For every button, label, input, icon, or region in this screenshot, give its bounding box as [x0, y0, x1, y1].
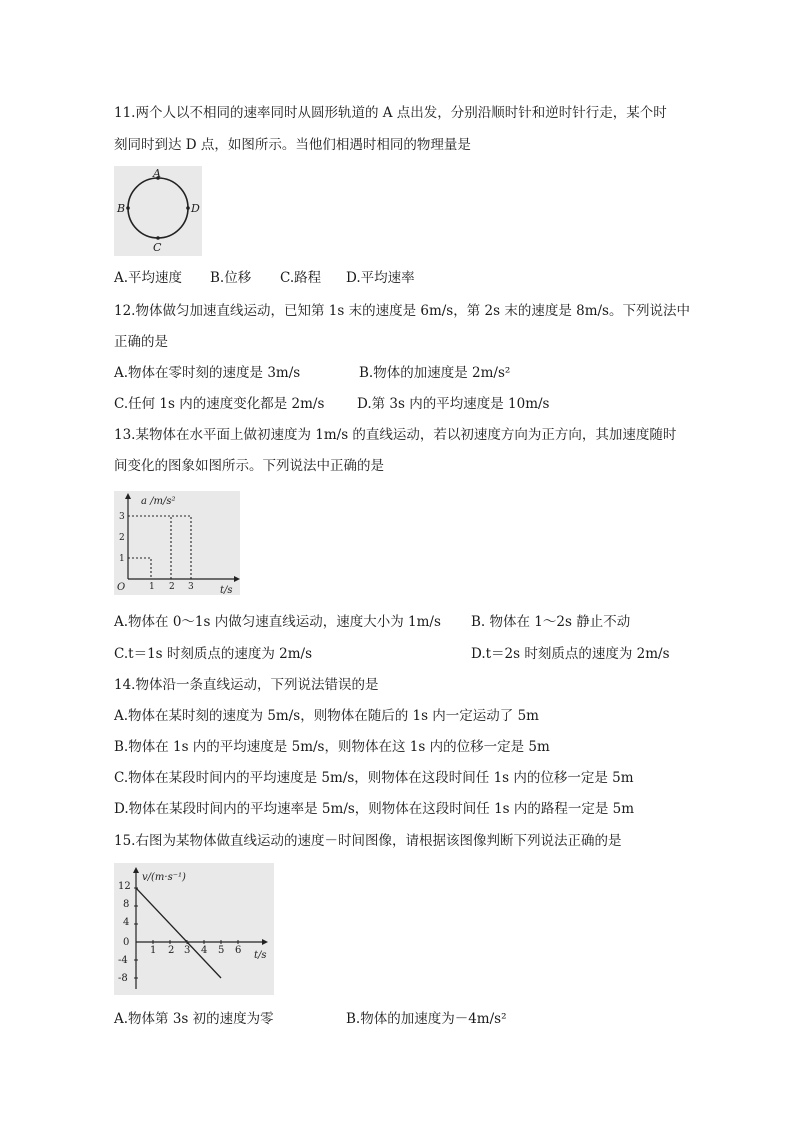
y-tick-8: 8 — [123, 899, 130, 910]
point-b-label: B — [117, 202, 126, 215]
y-tick-1: 1 — [119, 554, 125, 564]
q15-velocity-time-graph — [114, 863, 274, 995]
q14-option-d: D.物体在某段时间内的平均速率是 5m/s，则物体在这段时间任 1s 内的路程一定是 5m — [114, 801, 635, 817]
point-d-label: D — [191, 202, 200, 215]
circular-track — [128, 178, 188, 238]
y-tick-0: 0 — [123, 937, 130, 948]
y-axis-arrow-icon — [133, 867, 139, 873]
q12-option-d: D.第 3s 内的平均速度是 10m/s — [357, 396, 550, 412]
x-tick-5: 5 — [218, 945, 225, 956]
x-tick-3: 3 — [188, 582, 194, 592]
x-tick-1: 1 — [150, 945, 157, 956]
x-tick-2: 2 — [169, 582, 175, 592]
q14-stem: 14.物体沿一条直线运动，下列说法错误的是 — [114, 677, 379, 693]
x-tick-6: 6 — [235, 945, 242, 956]
q12-option-c: C.任何 1s 内的速度变化都是 2m/s — [114, 396, 325, 412]
y-tick-neg4: -4 — [118, 955, 128, 966]
segment-2-3s — [171, 516, 191, 579]
q14-option-b: B.物体在 1s 内的平均速度是 5m/s，则物体在这 1s 内的位移一定是 5m — [114, 739, 550, 755]
q13-option-c: C.t＝1s 时刻质点的速度为 2m/s — [114, 646, 313, 662]
x-tick-4: 4 — [201, 945, 208, 956]
q13-acceleration-graph — [114, 491, 240, 595]
q11-stem-line1: 11.两个人以不相同的速率同时从圆形轨道的 A 点出发，分别沿顺时针和逆时针行走，某个时 — [114, 105, 667, 121]
q13-option-b: B. 物体在 1～2s 静止不动 — [471, 614, 631, 630]
x-tick-1: 1 — [149, 582, 155, 592]
q14-option-c: C.物体在某段时间内的平均速度是 5m/s，则物体在这段时间任 1s 内的位移一定是 5m — [114, 770, 634, 786]
x-tick-2: 2 — [168, 945, 175, 956]
q11-circle-figure — [114, 166, 202, 256]
y-axis-arrow-icon — [125, 493, 131, 499]
q12-stem-line2: 正确的是 — [114, 334, 168, 350]
q11-stem-line2: 刻同时到达 D 点，如图所示。当他们相遇时相同的物理量是 — [114, 137, 471, 153]
x-axis-arrow-icon — [262, 939, 268, 945]
q13-stem-line2: 间变化的图象如图所示。下列说法中正确的是 — [114, 458, 384, 474]
velocity-line — [136, 888, 221, 978]
q12-option-b: B.物体的加速度是 2m/s² — [359, 365, 511, 381]
q12-stem-line1: 12.物体做匀加速直线运动，已知第 1s 末的速度是 6m/s，第 2s 末的速度是 8m/s。下列说法中 — [114, 303, 690, 319]
y-tick-4: 4 — [123, 917, 130, 928]
y-tick-12: 12 — [118, 881, 131, 892]
y-tick-3: 3 — [119, 512, 125, 522]
x-tick-3: 3 — [184, 945, 191, 956]
q13-option-a: A.物体在 0～1s 内做匀速直线运动，速度大小为 1m/s — [114, 614, 441, 630]
q11-option-a: A.平均速度 — [114, 270, 183, 286]
x-axis-label: t/s — [254, 950, 267, 961]
q15-option-b: B.物体的加速度为－4m/s² — [346, 1011, 507, 1027]
y-tick-neg8: -8 — [118, 973, 128, 984]
x-axis-arrow-icon — [234, 576, 240, 582]
point-a-label: A — [153, 167, 161, 180]
x-axis-label: t/s — [220, 585, 233, 595]
q13-stem-line1: 13.某物体在水平面上做初速度为 1m/s 的直线运动，若以初速度方向为正方向，其加速度随时 — [114, 427, 677, 443]
q11-option-c: C.路程 — [280, 270, 322, 286]
origin-label: O — [117, 582, 126, 593]
q15-stem: 15.右图为某物体做直线运动的速度－时间图像，请根据该图像判断下列说法正确的是 — [114, 833, 622, 849]
q11-option-d: D.平均速率 — [346, 270, 415, 286]
y-tick-2: 2 — [119, 533, 125, 543]
q14-option-a: A.物体在某时刻的速度为 5m/s，则物体在随后的 1s 内一定运动了 5m — [114, 708, 539, 724]
point-c-label: C — [153, 241, 162, 254]
y-axis-label: a /m/s² — [141, 496, 176, 507]
segment-0-1s — [128, 558, 151, 579]
q12-option-a: A.物体在零时刻的速度是 3m/s — [114, 365, 301, 381]
q15-option-a: A.物体第 3s 初的速度为零 — [114, 1011, 274, 1027]
q13-option-d: D.t＝2s 时刻质点的速度为 2m/s — [471, 646, 670, 662]
y-axis-label: v/(m·s⁻¹) — [142, 872, 186, 883]
q11-option-b: B.位移 — [210, 270, 252, 286]
